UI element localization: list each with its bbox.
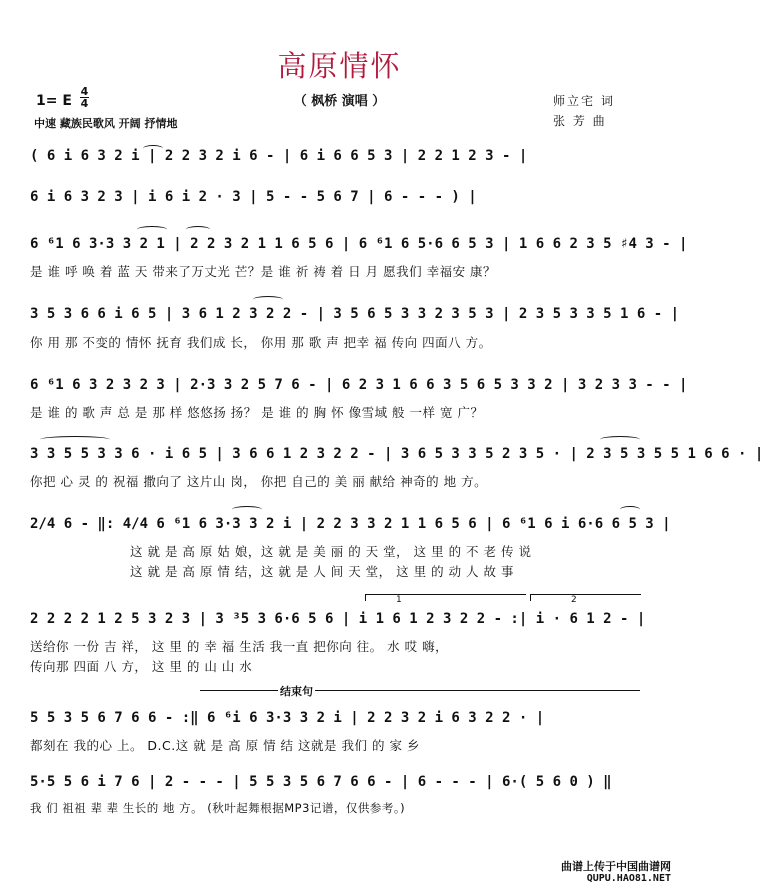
notation-row: 6 i 6 3 2 3 | i 6 i 2 · 3 | 5 - - 5 6 7 | 6 - - - ) |: [30, 189, 477, 205]
notation-row: 3 3 5 5 3 3 6 · i 6 5 | 3 6 6 1 2 3 2 2 - | 3 6 5 3 3 5 2 3 5 · | 2 3 5 3 5 5 1 6 6 · |: [30, 446, 763, 462]
notation-row: 3 5 3 6 6 i 6 5 | 3 6 1 2 3 2 2 - | 3 5 6 5 3 3 2 3 5 3 | 2 3 5 3 3 5 1 6 - |: [30, 306, 680, 322]
site-url: QUPU.HAO81.NET: [586, 873, 671, 884]
slur-mark: [620, 506, 640, 513]
notation-row: 5·5 5 6 i 7 6 | 2 - - - | 5 5 3 5 6 7 6 6 - | 6 - - - | 6·( 5 6 0 ) ‖: [30, 774, 612, 790]
lyric-row: 这 就 是 高 原 情 结，这 就 是 人 间 天 堂， 这 里 的 动 人 故 事: [130, 564, 514, 579]
singer-credit: （ 枫桥 演唱 ）: [293, 94, 386, 109]
lyricist-credit: 师立宅 词: [553, 94, 615, 108]
site-watermark: 曲谱上传于中国曲谱网: [561, 860, 671, 873]
notation-row: 2 2 2 2 1 2 5 3 2 3 | 3 ³5 3 6·6 5 6 | i 1 6 1 2 3 2 2 - :| i · 6 1 2 - |: [30, 611, 646, 627]
volta-2-label: 2: [571, 595, 577, 605]
lyric-row: 我 们 祖祖 辈 辈 生长的 地 方。 (秋叶起舞根据MP3记谱，仅供参考。): [30, 801, 406, 815]
composer-credit: 张 芳 曲: [553, 114, 607, 128]
lyric-row: 是 谁 的 歌 声 总 是 那 样 悠悠扬 扬？ 是 谁 的 胸 怀 像雪域 般 一样 宽 广？: [30, 405, 484, 420]
lyric-row: 你 用 那 不变的 情怀 抚育 我们成 长， 你用 那 歌 声 把幸 福 传向 四面八 方。: [30, 335, 492, 350]
tempo-style-note: 中速 藏族民歌风 开阔 抒情地: [34, 117, 178, 130]
lyric-row: 送给你 一份 吉 祥， 这 里 的 幸 福 生活 我一直 把你向 往。 水 哎 嗨，: [30, 639, 449, 654]
ending-bracket: [200, 690, 640, 695]
lyric-row: 这 就 是 高 原 姑 娘，这 就 是 美 丽 的 天 堂， 这 里 的 不 老 传 说: [130, 544, 532, 559]
slur-mark: [253, 296, 283, 303]
notation-row: 6 ⁶1 6 3 2 3 2 3 | 2·3 3 2 5 7 6 - | 6 2 3 1 6 6 3 5 6 5 3 3 2 | 3 2 3 3 - - |: [30, 377, 688, 393]
slur-mark: [137, 226, 167, 233]
slur-mark: [40, 436, 110, 443]
notation-row: 2/4 6 - ‖: 4/4 6 ⁶1 6 3·3 3 2 i | 2 2 3 3 2 1 1 6 5 6 | 6 ⁶1 6 i 6·6 6 5 3 |: [30, 516, 671, 532]
notation-row: 6 ⁶1 6 3·3 3 2 1 | 2 2 3 2 1 1 6 5 6 | 6 ⁶1 6 5·6 6 5 3 | 1 6 6 2 3 5 ♯4 3 - |: [30, 236, 688, 252]
key-signature: 1= E: [36, 93, 72, 109]
slur-mark: [600, 436, 640, 443]
lyric-row: 是 谁 呼 唤 着 蓝 天 带来了万丈光 芒？是 谁 祈 祷 着 日 月 愿我们 幸福安 康？: [30, 264, 497, 279]
lyric-row: 你把 心 灵 的 祝福 撒向了 这片山 岗， 你把 自己的 美 丽 献给 神奇的 地 方。: [30, 474, 488, 489]
volta-1-label: 1: [396, 595, 402, 605]
score-title: 高原情怀: [277, 49, 402, 83]
ending-label: 结束句: [280, 685, 313, 698]
slur-mark: [186, 226, 210, 233]
slur-mark: [232, 506, 262, 513]
volta-bracket-1: [365, 594, 526, 605]
lyric-row: 都刻在 我的心 上。 D.C.这 就 是 高 原 情 结 这就是 我们 的 家 乡: [30, 738, 420, 753]
volta-bracket-2: [530, 594, 641, 605]
slur-mark: [143, 145, 163, 152]
meter-top: 4: [80, 85, 89, 98]
meter-bottom: 4: [80, 97, 89, 110]
notation-row: ( 6 i 6 3 2 i | 2 2 3 2 i 6 - | 6 i 6 6 5 3 | 2 2 1 2 3 - |: [30, 148, 528, 164]
notation-row: 5 5 3 5 6 7 6 6 - :‖ 6 ⁶i 6 3·3 3 2 i | 2 2 3 2 i 6 3 2 2 · |: [30, 710, 545, 726]
lyric-row: 传向那 四面 八 方， 这 里 的 山 山 水: [30, 659, 253, 674]
time-signature: [80, 86, 89, 109]
